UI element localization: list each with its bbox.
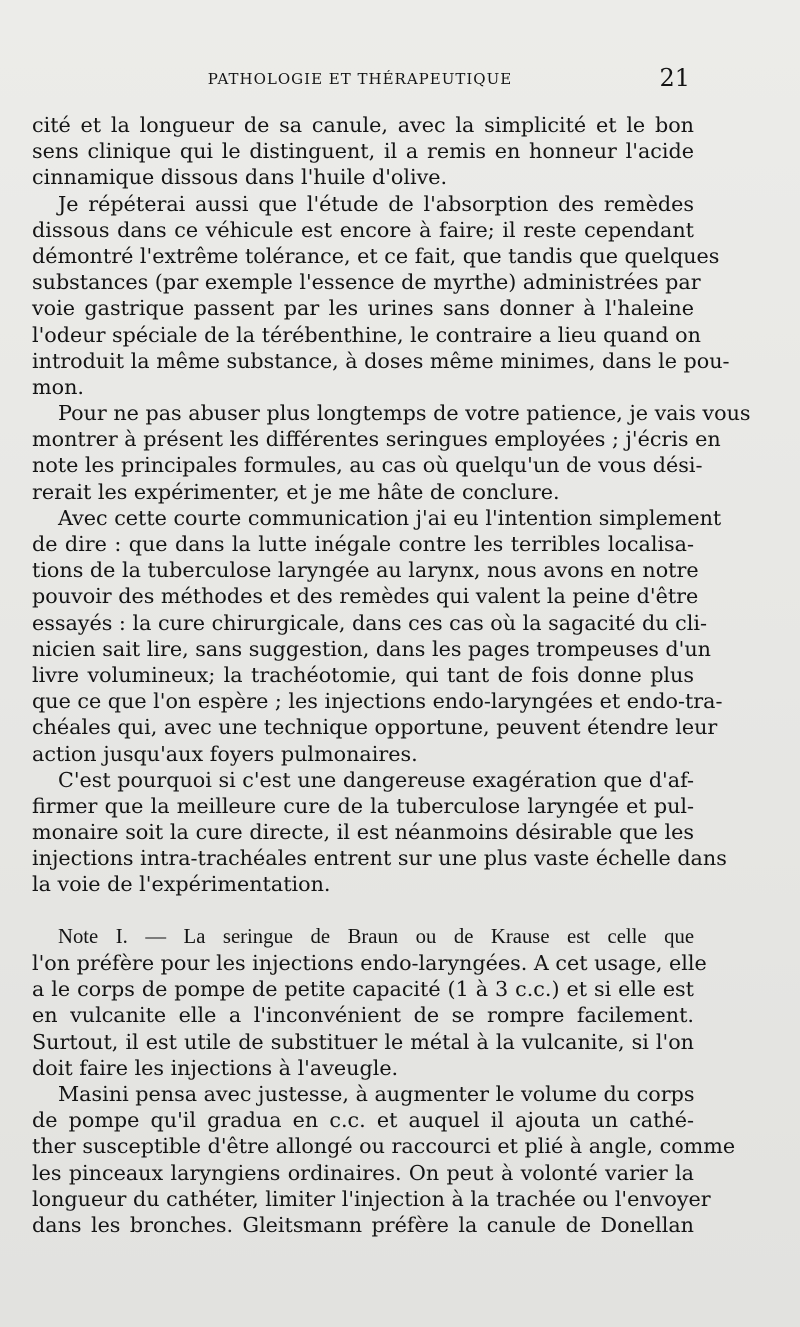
text-line: Masini pensa avec justesse, à augmenter le volume du corps (58, 1081, 695, 1106)
text-line: introduit la même substance, à doses même minimes, dans le pou- (32, 348, 730, 373)
text-line: action jusqu'aux foyers pulmonaires. (32, 741, 418, 766)
text-line: note les principales formules, au cas où quelqu'un de vous dési- (32, 453, 703, 478)
text-line: de pompe qu'il gradua en c.c. et auquel il ajouta un cathé- (32, 1108, 694, 1133)
paragraph (32, 191, 730, 401)
text-line: Note I. — La seringue de Braun ou de Krause est celle que (58, 925, 694, 948)
text-line: rerait les expérimenter, et je me hâte de conclure. (32, 479, 560, 504)
text-line: a le corps de pompe de petite capacité (1 à 3 c.c.) et si elle est (32, 977, 694, 1002)
text-line: démontré l'extrême tolérance, et ce fait, que tandis que quelques (32, 243, 720, 268)
text-line: voie gastrique passent par les urines sans donner à l'haleine (32, 296, 694, 321)
text-line: C'est pourquoi si c'est une dangereuse exagération que d'af- (58, 767, 694, 792)
text-line: essayés : la cure chirurgicale, dans ces cas où la sagacité du cli- (32, 610, 707, 635)
body-text (32, 112, 751, 1238)
text-line: doit faire les injections à l'aveugle. (32, 1055, 399, 1080)
text-line: l'odeur spéciale de la térébenthine, le contraire a lieu quand on (32, 322, 701, 347)
text-line: substances (par exemple l'essence de myrthe) administrées par (32, 270, 701, 295)
text-line: injections intra-trachéales entrent sur une plus vaste échelle dans (32, 846, 727, 871)
page-number: 21 (659, 64, 690, 92)
text-line: tions de la tuberculose laryngée au larynx, nous avons en notre (32, 558, 699, 583)
text-line: nicien sait lire, sans suggestion, dans les pages trompeuses d'un (32, 636, 711, 661)
text-line: cinnamique dissous dans l'huile d'olive. (32, 165, 448, 190)
text-line: pouvoir des méthodes et des remèdes qui valent la peine d'être (32, 584, 699, 609)
footnote (32, 1081, 736, 1238)
text-line: que ce que l'on espère ; les injections endo-laryngées et endo-tra- (32, 689, 723, 714)
text-line: Je répéterai aussi que l'étude de l'absorption des remèdes (58, 191, 694, 216)
text-line: Avec cette courte communication j'ai eu l'intention simplement (58, 505, 722, 530)
running-title: PATHOLOGIE ET THÉRAPEUTIQUE (207, 70, 513, 88)
paragraph (32, 505, 723, 767)
section-gap (32, 898, 694, 924)
text-line: mon. (32, 374, 84, 399)
text-line: Surtout, il est utile de substituer le métal à la vulcanite, si l'on (32, 1029, 694, 1054)
paragraph (32, 400, 751, 505)
text-line: longueur du cathéter, limiter l'injection à la trachée ou l'envoyer (32, 1186, 711, 1211)
text-line: cité et la longueur de sa canule, avec la simplicité et le bon (32, 113, 694, 137)
text-line: en vulcanite elle a l'inconvénient de se rompre facilement. (32, 1003, 694, 1028)
text-line: ther susceptible d'être allongé ou raccourci et plié à angle, comme (32, 1134, 736, 1159)
text-line: dissous dans ce véhicule est encore à faire; il reste cependant (32, 217, 694, 242)
text-line: sens clinique qui le distinguent, il a remis en honneur l'acide (32, 139, 694, 164)
paragraph (32, 112, 694, 191)
text-line: Pour ne pas abuser plus longtemps de votre patience, je vais vous (58, 401, 751, 426)
text-line: l'on préfère pour les injections endo-laryngées. A cet usage, elle (32, 951, 707, 975)
text-line: monaire soit la cure directe, il est néanmoins désirable que les (32, 820, 694, 845)
running-header (30, 64, 690, 94)
text-line: chéales qui, avec une technique opportune, peuvent étendre leur (32, 715, 718, 740)
footnote (32, 924, 707, 1081)
text-line: de dire : que dans la lutte inégale contre les terribles localisa- (32, 532, 694, 556)
paragraph (32, 767, 727, 898)
text-line: dans les bronches. Gleitsmann préfère la canule de Donellan (32, 1212, 694, 1237)
text-line: les pinceaux laryngiens ordinaires. On peut à volonté varier la (32, 1160, 694, 1185)
text-line: firmer que la meilleure cure de la tuberculose laryngée et pul- (32, 793, 694, 818)
text-line: la voie de l'expérimentation. (32, 872, 331, 897)
text-line: livre volumineux; la trachéotomie, qui tant de fois donne plus (32, 662, 694, 687)
text-line: montrer à présent les différentes seringues employées ; j'écris en (32, 427, 721, 452)
